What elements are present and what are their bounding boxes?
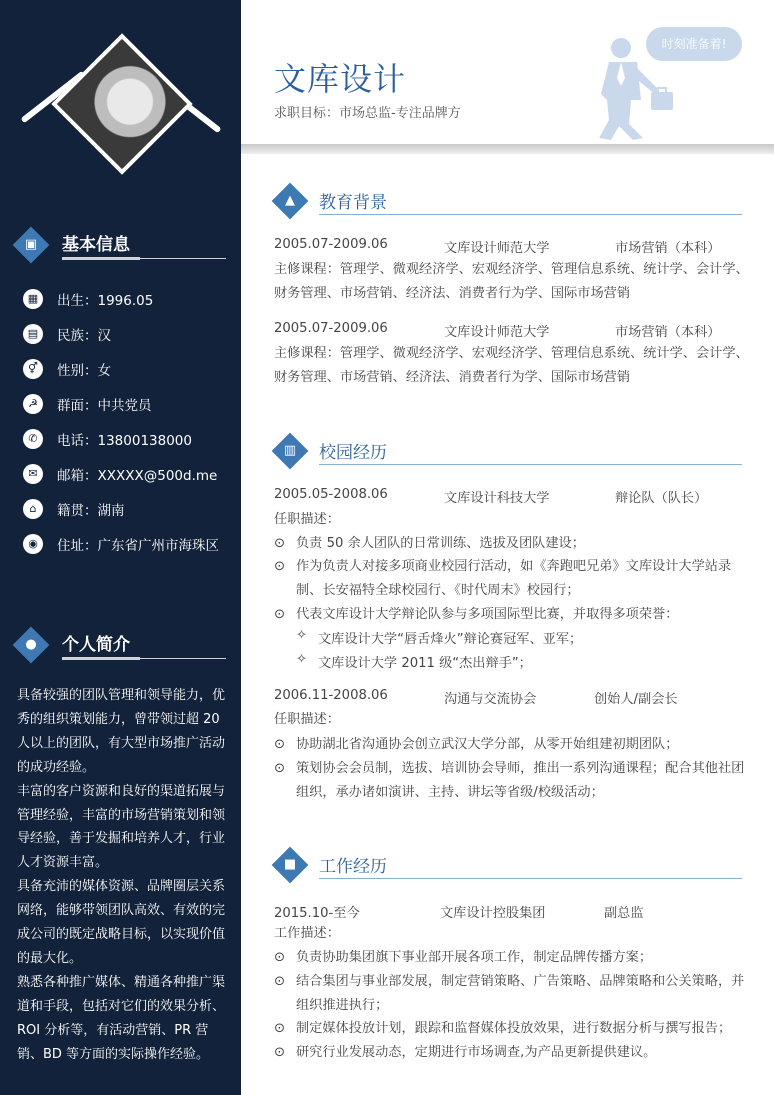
work-role: 副总监 [604,906,644,921]
list-item-text: 协助湖北省沟通协会创立武汉大学分部，从零开始组建初期团队； [296,737,679,752]
sub-list-item-text: 文库设计大学 2011 级“杰出辩手”； [318,656,532,671]
home-icon: ⌂ [23,499,43,519]
work-desc-label: 工作描述： [274,926,340,941]
building-icon: ▥ [283,443,297,458]
info-political-text: 群面：中共党员 [57,398,152,414]
campus-desc-label: 任职描述： [274,512,340,527]
job-objective: 求职目标：市场总监-专注品牌方 [274,106,461,121]
star-bullet-icon: ✧ [296,652,308,667]
education-title: 教育背景 [319,193,387,213]
basic-info-title: 基本信息 [62,235,130,255]
list-item-text: 负责协助集团旗下事业部开展各项工作，制定品牌传播方案； [296,950,653,965]
location-icon: ◉ [23,534,43,554]
phone-icon: ✆ [23,429,43,449]
intro-paragraph: 具备充沛的媒体资源、品牌圈层关系网络，能够带领团队高效、有效的完成公司的既定战略目标，以实现价值的最大化。 [17,879,226,966]
education-date: 2005.07-2009.06 [274,237,388,252]
mail-icon: ✉ [23,464,43,484]
education-courses [274,258,754,306]
education-heading [275,184,745,220]
list-item-text: 制定媒体投放计划，跟踪和监督媒体投放效果，进行数据分析与撰写报告； [296,1021,732,1036]
campus-date: 2006.11-2008.06 [274,688,388,703]
list-item-text: 负责 50 余人团队的日常训练、选拔及团队建设； [296,536,585,551]
education-date: 2005.07-2009.06 [274,321,388,336]
intro-heading [16,628,226,668]
list-item-text: 策划协会会员制，选拔、培训协会导师，推出一系列沟通课程；配合其他社团组织，承办诸如演讲、主持、讲坛等省级/校级活动； [296,761,745,800]
courses-line: 主修课程：管理学、微观经济学、宏观经济学、管理信息系统、统计学、会计学、 [274,346,749,361]
education-courses [274,342,754,390]
courses-line: 财务管理、市场营销、经济法、消费者行为学、国际市场营销 [274,370,631,385]
bullet-icon: ⊙ [274,1045,286,1060]
list-item-text: 研究行业发展动态，定期进行市场调查,为产品更新提供建议。 [296,1045,657,1060]
info-email-text: 邮箱：XXXXX@500d.me [57,468,218,484]
bullet-icon: ⊙ [274,559,286,574]
campus-heading [275,434,745,470]
party-icon: ☭ [23,394,43,414]
campus-role: 辩论队（队长） [615,491,708,506]
bullet-icon: ⊙ [274,607,286,622]
work-org: 文库设计控股集团 [440,906,546,921]
work-date: 2015.10-至今 [274,906,360,921]
courses-line: 主修课程：管理学、微观经济学、宏观经济学、管理信息系统、统计学、会计学、 [274,262,749,277]
list-item-text: 结合集团与事业部发展，制定营销策略、广告策略、品牌策略和公关策略，并组织推进执行； [296,974,745,1013]
basic-info-heading [16,228,226,268]
intro-paragraph: 具备较强的团队管理和领导能力，优秀的组织策划能力，曾带领过超 20 人以上的团队，有大型市场推广活动的成功经验。 [17,688,226,775]
work-title: 工作经历 [319,857,387,877]
info-address-text: 住址：广东省广州市海珠区 [57,538,219,554]
intro-text [17,684,231,1067]
info-ethnicity-text: 民族：汉 [57,328,111,344]
info-hometown-text: 籍贯：湖南 [57,503,125,519]
page-title: 文库设计 [274,60,407,98]
education-school: 文库设计师范大学 [444,325,550,340]
sub-list-item-text: 文库设计大学“唇舌烽火”辩论赛冠军、亚军； [318,632,583,647]
campus-desc-label: 任职描述： [274,712,340,727]
graduation-cap-icon: ▲ [285,193,295,208]
id-badge-icon: ▣ [24,237,38,252]
education-major: 市场营销（本科） [615,241,721,256]
header-divider [241,144,774,154]
bullet-icon: ⊙ [274,737,286,752]
bullet-icon: ⊙ [274,536,286,551]
bullet-icon: ⊙ [274,1021,286,1036]
slogan-bubble: 时刻准备着! [646,27,742,61]
bullet-icon: ⊙ [274,950,286,965]
education-major: 市场营销（本科） [615,325,721,340]
campus-date: 2005.05-2008.06 [274,487,388,502]
intro-paragraph: 丰富的客户资源和良好的渠道拓展与管理经验，丰富的市场营销策划和领导经验，善于发掘和培养人才，行业人才资源丰富。 [17,783,226,871]
courses-line: 财务管理、市场营销、经济法、消费者行为学、国际市场营销 [274,286,631,301]
education-school: 文库设计师范大学 [444,241,550,256]
person-icon: ● [25,637,37,652]
campus-org: 文库设计科技大学 [444,491,550,506]
campus-title: 校园经历 [319,443,387,463]
sidebar [0,0,241,1095]
star-bullet-icon: ✧ [296,628,308,643]
calendar-icon: ▦ [23,289,43,309]
info-birth-text: 出生：1996.05 [57,293,154,309]
list-item-text: 代表文库设计大学辩论队参与多项国际型比赛，并取得多项荣誉： [296,607,679,622]
bullet-icon: ⊙ [274,974,286,989]
resume-header [241,0,774,140]
info-gender-text: 性别：女 [57,363,111,379]
avatar [52,34,192,174]
work-heading [275,848,745,884]
intro-title: 个人简介 [62,635,130,655]
gender-icon: ⚥ [23,359,43,379]
list-item-text: 作为负责人对接多项商业校园行活动，如《奔跑吧兄弟》文库设计大学站录制、长安福特全球校园行、《时代周末》校园行； [296,559,732,598]
intro-paragraph: 熟悉各种推广媒体、精通各种推广渠道和手段，包括对它们的效果分析、ROI 分析等，有活动营销、PR 营销、BD 等方面的实际操作经验。 [17,974,226,1062]
campus-org: 沟通与交流协会 [444,692,537,707]
campus-role: 创始人/副会长 [594,692,678,707]
bullet-icon: ⊙ [274,761,286,776]
briefcase-icon: ■ [283,857,297,872]
info-phone-text: 电话：13800138000 [57,433,192,449]
id-card-icon: ▤ [23,324,43,344]
